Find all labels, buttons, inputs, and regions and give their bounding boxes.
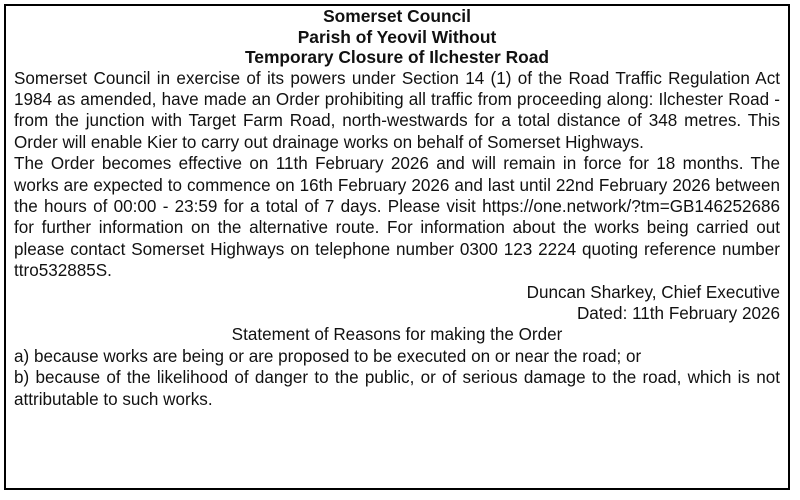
public-notice (4, 4, 790, 490)
signatory: Duncan Sharkey, Chief Executive (526, 282, 780, 302)
date-line: Dated: 11th February 2026 (576, 303, 780, 323)
reason-a: a) because works are being or are proposed to be executed on or near the road; or (14, 346, 642, 366)
reasons-heading: Statement of Reasons for making the Order (231, 325, 563, 345)
council-name: Somerset Council (323, 6, 471, 26)
notice-title: Temporary Closure of Ilchester Road (244, 47, 550, 67)
reason-b: b) because of the likelihood of danger to the public, or of serious damage to the road, which is not attributable to such works. (14, 368, 780, 409)
effective-paragraph: The Order becomes effective on 11th February 2026 and will remain in force for 18 months. The works are expected to commence on 16th February 2026 and last until 22nd February 2026 between the hours of 00:00 - 23:59 for a total of 7 days. Please visit https://one.network/?tm=GB146252686 for further information on the alternative route. For information about the works being carried out please contact Somerset Highways on telephone number 0300 123 2224 quoting reference number ttro532885S. (14, 154, 780, 281)
order-paragraph: Somerset Council in exercise of its powers under Section 14 (1) of the Road Traffic Regulation Act 1984 as amended, have made an Order prohibiting all traffic from proceeding along: Ilchester Road - from the junction with Target Farm Road, north-westwards for a total distance of 348 metres. This Order will enable Kier to carry out drainage works on behalf of Somerset Highways. (14, 68, 780, 152)
parish-name: Parish of Yeovil Without (297, 26, 497, 47)
